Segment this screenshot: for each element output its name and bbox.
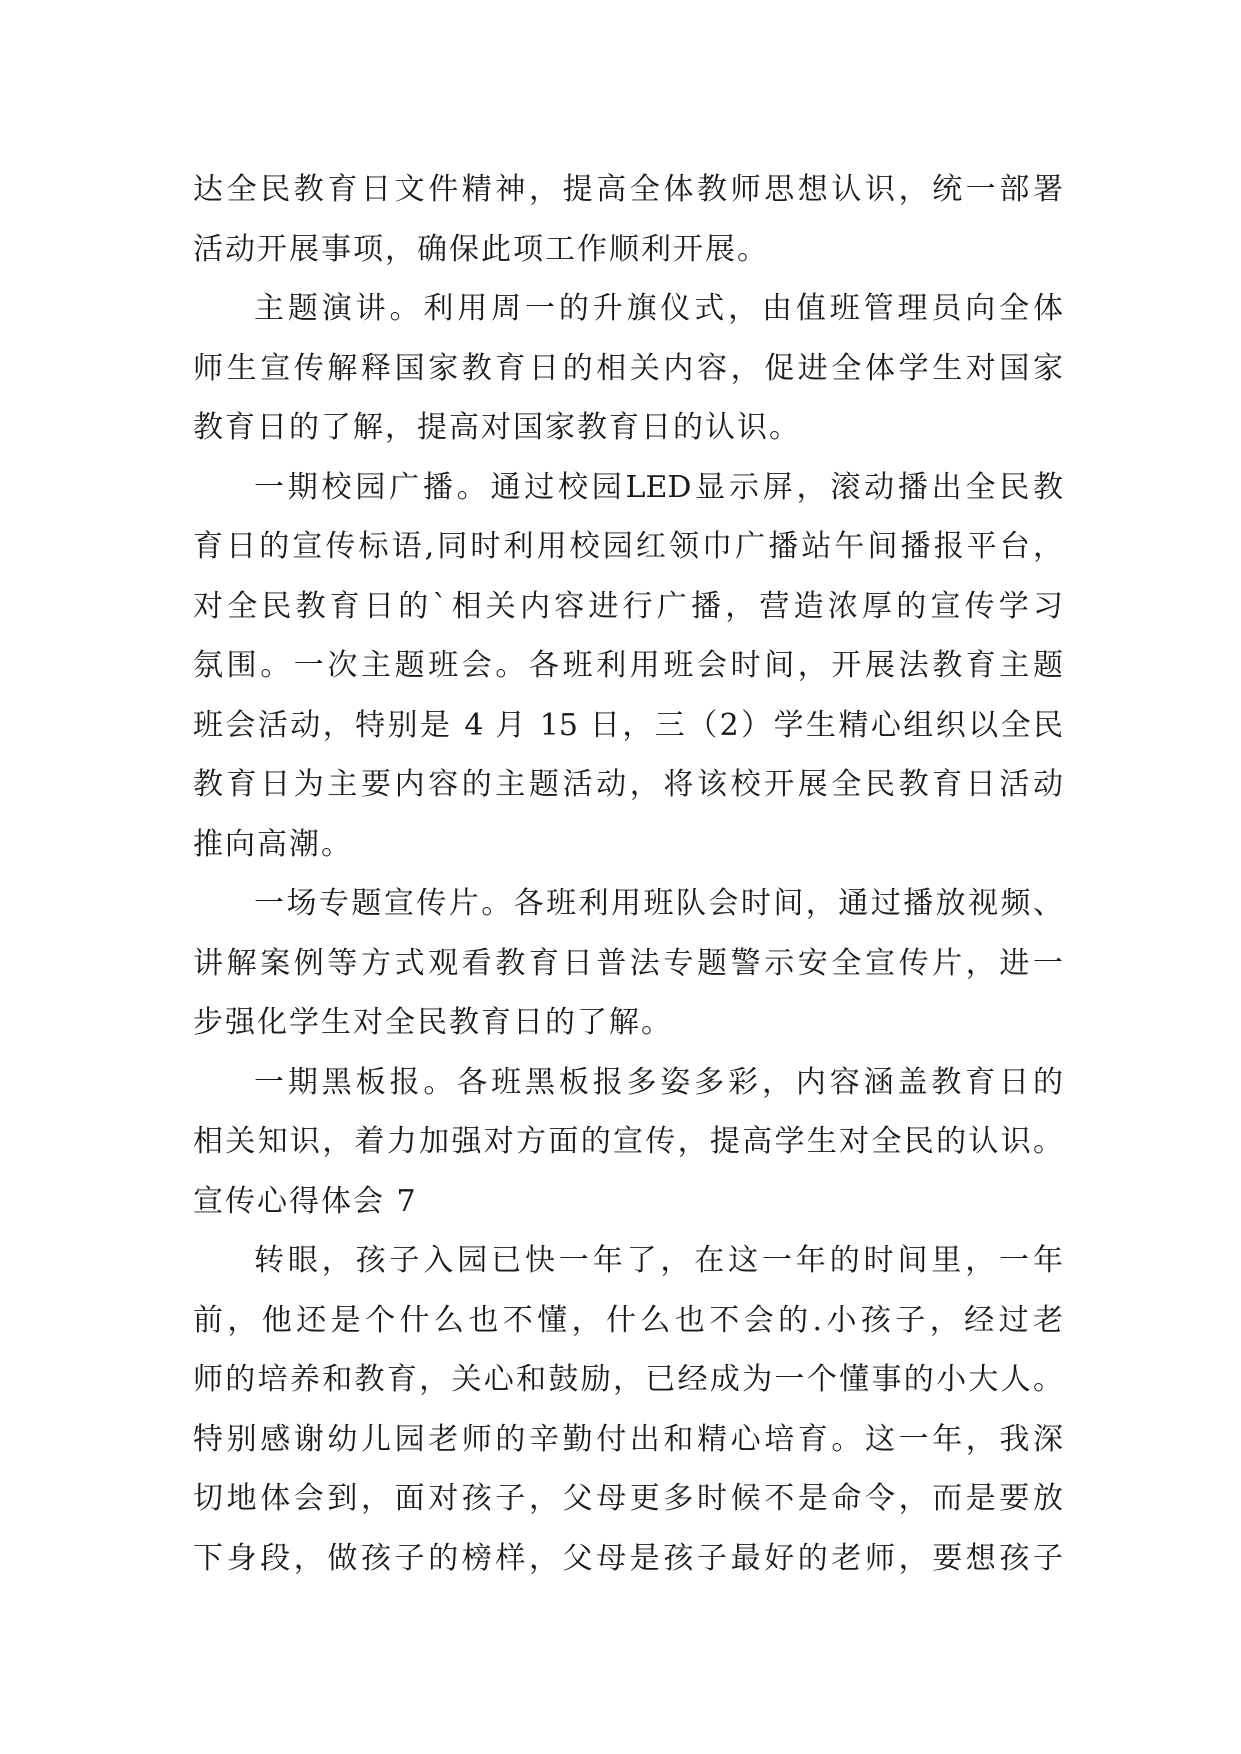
text-line: 教育日的了解，提高对国家教育日的认识。 [193,410,801,445]
text-line: 转眼，孩子入园已快一年了，在这一年的时间里，一年 [254,1243,1063,1278]
text-line: 宣传心得体会 7 [193,1183,418,1219]
text-line: 对全民教育日的`相关内容进行广播，营造浓厚的宣传学习 [193,588,1063,624]
text-line: 一场专题宣传片。各班利用班队会时间，通过播放视频、 [254,886,1063,921]
text-line: 讲解案例等方式观看教育日普法专题警示安全宣传片，进一 [193,945,1063,981]
text-line: 班会活动，特别是 4 月 15 日，三（2）学生精心组织以全民 [193,707,1063,743]
text-line: 特别感谢幼儿园老师的辛勤付出和精心培育。这一年，我深 [193,1421,1063,1457]
document-body [193,160,1063,1588]
text-line: 育日的宣传标语,同时利用校园红领巾广播站午间播报平台， [193,529,1063,564]
text-line: 步强化学生对全民教育日的了解。 [193,1005,673,1040]
text-line: 下身段，做孩子的榜样，父母是孩子最好的老师，要想孩子 [193,1540,1063,1576]
text-line: 推向高潮。 [193,826,353,862]
text-line: 达全民教育日文件精神，提高全体教师思想认识，统一部署 [193,172,1063,207]
text-line: 一期校园广播。通过校园LED显示屏，滚动播出全民教 [254,469,1063,505]
text-line: 教育日为主要内容的主题活动，将该校开展全民教育日活动 [193,767,1063,802]
text-line: 一期黑板报。各班黑板报多姿多彩，内容涵盖教育日的 [254,1064,1063,1100]
text-line: 前，他还是个什么也不懂，什么也不会的.小孩子，经过老 [193,1302,1063,1338]
text-line: 切地体会到，面对孩子，父母更多时候不是命令，而是要放 [193,1481,1063,1516]
text-line: 师生宣传解释国家教育日的相关内容，促进全体学生对国家 [193,350,1063,386]
text-line: 氛围。一次主题班会。各班利用班会时间，开展法教育主题 [193,648,1063,683]
text-line: 师的培养和教育，关心和鼓励，已经成为一个懂事的小大人。 [193,1362,1063,1397]
text-line: 相关知识，着力加强对方面的宣传，提高学生对全民的认识。 [193,1124,1063,1159]
text-line: 活动开展事项，确保此项工作顺利开展。 [193,231,769,267]
text-line: 主题演讲。利用周一的升旗仪式，由值班管理员向全体 [254,291,1063,326]
